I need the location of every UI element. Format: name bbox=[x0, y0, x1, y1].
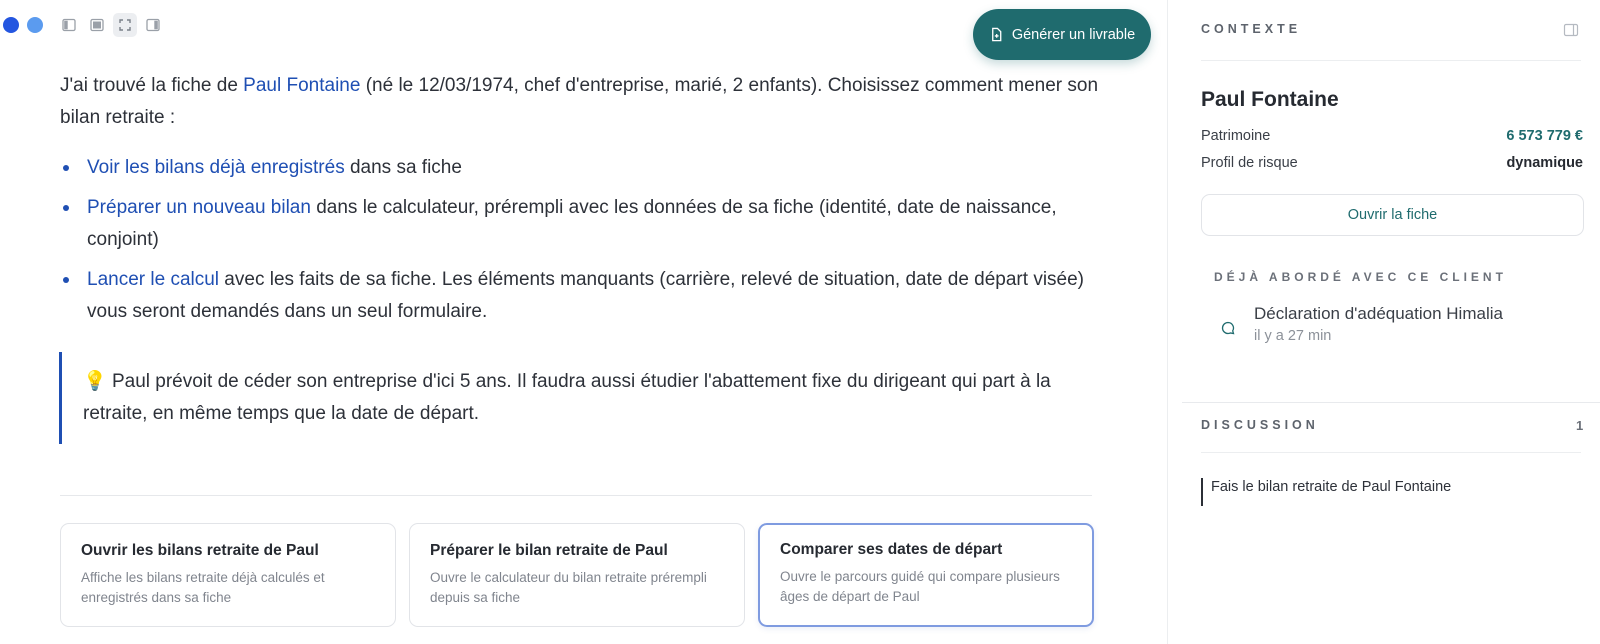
divider bbox=[1201, 60, 1581, 61]
file-add-icon bbox=[989, 27, 1004, 42]
chat-bubble-icon bbox=[1220, 320, 1236, 336]
sidebar-left-icon[interactable] bbox=[57, 13, 81, 37]
option-text: dans le calculateur, prérempli avec les données de sa fiche (identité, date de naissance, conjoint) bbox=[87, 197, 1057, 250]
card-title: Comparer ses dates de départ bbox=[780, 541, 1003, 558]
client-name: Paul Fontaine bbox=[1201, 88, 1339, 111]
history-item[interactable] bbox=[1220, 304, 1503, 344]
card-title: Préparer le bilan retraite de Paul bbox=[430, 542, 668, 559]
message-intro bbox=[60, 70, 1100, 134]
risk-profile-value: dynamique bbox=[1506, 155, 1583, 171]
history-title: Déclaration d'adéquation Himalia bbox=[1254, 304, 1503, 323]
option-text: avec les faits de sa fiche. Les éléments manquants (carrière, relevé de situation, date de départ visée) vous seront demandés dans un seul formulaire. bbox=[87, 269, 1084, 322]
suggestion-card-prepare-bilan[interactable] bbox=[409, 523, 745, 627]
option-link-prepare-bilan[interactable]: Préparer un nouveau bilan bbox=[87, 197, 311, 218]
lightbulb-icon: 💡 bbox=[83, 371, 107, 392]
intro-text: J'ai trouvé la fiche de bbox=[60, 75, 244, 96]
patrimoine-value: 6 573 779 € bbox=[1506, 128, 1583, 144]
sidebar-right-icon[interactable] bbox=[141, 13, 165, 37]
suggestion-card-open-bilans[interactable] bbox=[60, 523, 396, 627]
suggestion-card-compare-dates[interactable] bbox=[758, 523, 1094, 627]
history-text bbox=[1254, 304, 1503, 344]
window-controls bbox=[3, 17, 43, 33]
divider bbox=[1182, 402, 1600, 403]
discussion-heading: DISCUSSION bbox=[1201, 418, 1319, 432]
history-time: il y a 27 min bbox=[1254, 328, 1332, 344]
list-item bbox=[60, 192, 1100, 256]
client-link[interactable]: Paul Fontaine bbox=[243, 75, 361, 96]
note-text: Paul prévoit de céder son entreprise d'ici 5 ans. Il faudra aussi étudier l'abattement fixe du dirigeant qui part à la retraite, en même temps que la date de départ. bbox=[83, 371, 1051, 424]
open-client-file-button[interactable]: Ouvrir la fiche bbox=[1201, 194, 1584, 236]
card-description: Ouvre le calculateur du bilan retraite prérempli depuis sa fiche bbox=[430, 570, 707, 605]
card-description: Affiche les bilans retraite déjà calculés et enregistrés dans sa fiche bbox=[81, 570, 325, 605]
generate-deliverable-button[interactable] bbox=[973, 9, 1151, 60]
patrimoine-row bbox=[1201, 128, 1583, 144]
list-item bbox=[60, 152, 1100, 184]
option-list bbox=[60, 152, 1100, 328]
assistant-message bbox=[60, 70, 1100, 336]
window-dot-icon[interactable] bbox=[3, 17, 19, 33]
intro-text-end: (né le 12/03/1974, chef d'entreprise, marié, 2 enfants). Choisissez comment mener son bilan retraite : bbox=[60, 75, 1099, 128]
panel-heading: CONTEXTE bbox=[1201, 22, 1302, 36]
panel-center-icon[interactable] bbox=[85, 13, 109, 37]
card-description: Ouvre le parcours guidé qui compare plusieurs âges de départ de Paul bbox=[780, 569, 1060, 604]
tip-note bbox=[59, 352, 1079, 444]
suggestion-cards bbox=[60, 523, 1094, 627]
generate-deliverable-label: Générer un livrable bbox=[1011, 26, 1136, 43]
divider bbox=[60, 495, 1092, 496]
card-title: Ouvrir les bilans retraite de Paul bbox=[81, 542, 319, 559]
option-text: dans sa fiche bbox=[344, 157, 462, 178]
panel-toggle-icon[interactable] bbox=[1563, 22, 1579, 38]
option-link-view-bilans[interactable]: Voir les bilans déjà enregistrés bbox=[87, 157, 345, 178]
window-dot-icon[interactable] bbox=[27, 17, 43, 33]
context-panel bbox=[1167, 0, 1600, 644]
fullscreen-icon[interactable] bbox=[113, 13, 137, 37]
discussion-item[interactable]: Fais le bilan retraite de Paul Fontaine bbox=[1201, 478, 1451, 506]
divider bbox=[1201, 452, 1581, 453]
option-link-launch-calc[interactable]: Lancer le calcul bbox=[87, 269, 220, 290]
list-item bbox=[60, 264, 1100, 328]
discussion-count: 1 bbox=[1576, 418, 1584, 433]
risk-profile-row bbox=[1201, 155, 1583, 171]
risk-profile-label: Profil de risque bbox=[1201, 155, 1298, 171]
patrimoine-label: Patrimoine bbox=[1201, 128, 1271, 144]
view-toggles bbox=[57, 13, 165, 37]
history-heading: DÉJÀ ABORDÉ AVEC CE CLIENT bbox=[1214, 270, 1507, 284]
